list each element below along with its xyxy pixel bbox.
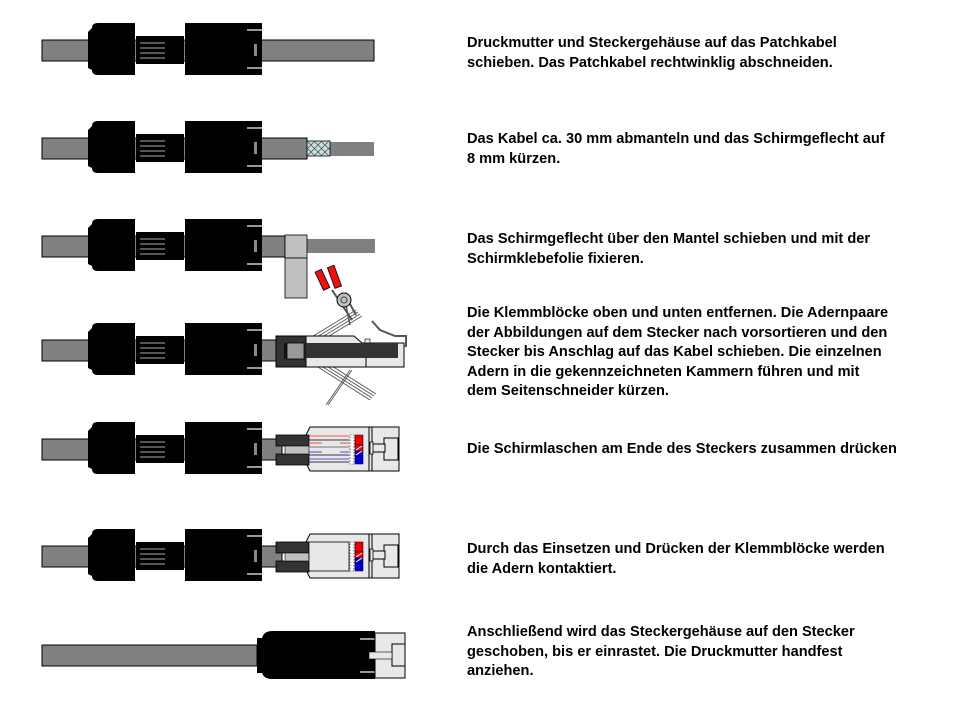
step-4-text	[467, 304, 947, 402]
step-1-line-2: schieben. Das Patchkabel rechtwinklig abschneiden.	[467, 54, 833, 71]
figure-1	[42, 23, 374, 75]
figure-6	[42, 529, 399, 581]
figure-7	[42, 631, 405, 679]
step-3-line-1: Das Schirmgeflecht über den Mantel schieben und mit der	[467, 231, 871, 247]
step-4-line-4: Adern in die gekennzeichneten Kammern führen und mit	[467, 363, 860, 380]
step-7-line-2: geschoben, bis er einrastet. Die Druckmutter handfest	[467, 643, 843, 660]
step-2-text	[467, 130, 947, 169]
step-2-line-2: 8 mm kürzen.	[467, 150, 561, 167]
step-4-line-3: Stecker bis Anschlag auf das Kabel schieben. Die einzelnen	[467, 344, 882, 360]
step-4-line-1: Die Klemmblöcke oben und unten entfernen. Die Adernpaare	[467, 305, 889, 321]
step-4-line-2: der Abbildungen auf dem Stecker nach vorsortieren und den	[467, 324, 888, 341]
figure-4	[42, 265, 406, 405]
figure-5	[42, 422, 399, 474]
step-3-text	[467, 230, 947, 269]
step-7-line-1: Anschließend wird das Steckergehäuse auf den Stecker	[467, 624, 855, 640]
step-1-text	[467, 34, 947, 73]
step-3-line-2: Schirmklebefolie fixieren.	[467, 250, 644, 267]
step-7-text	[467, 623, 947, 682]
step-4-line-5: dem Seitenschneider kürzen.	[467, 383, 669, 399]
step-6-line-1: Durch das Einsetzen und Drücken der Klemmblöcke werden	[467, 541, 885, 557]
step-1-line-1: Druckmutter und Steckergehäuse auf das Patchkabel	[467, 35, 837, 51]
side-cutter-icon	[315, 265, 356, 325]
step-2-line-1: Das Kabel ca. 30 mm abmanteln und das Schirmgeflecht auf	[467, 131, 885, 147]
step-6-text	[467, 540, 947, 579]
figure-2	[42, 121, 374, 173]
step-5-text	[467, 440, 947, 460]
step-5-line-1: Die Schirmlaschen am Ende des Steckers zusammen drücken	[467, 441, 897, 457]
step-6-line-2: die Adern kontaktiert.	[467, 560, 617, 577]
step-7-line-3: anziehen.	[467, 663, 534, 679]
